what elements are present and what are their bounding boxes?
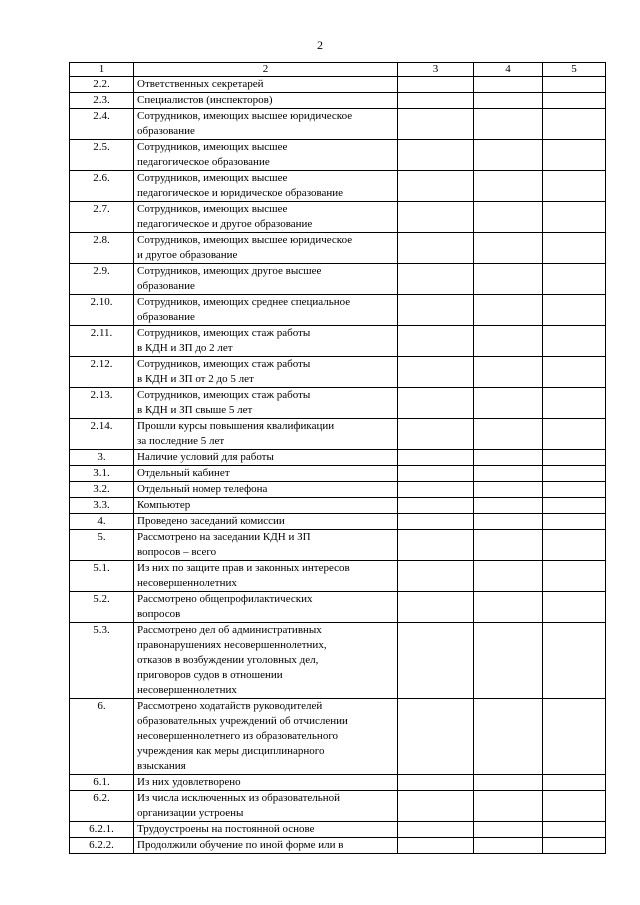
value-cell-col-3[interactable] [398, 822, 474, 838]
value-cell-col-5[interactable] [543, 450, 606, 466]
row-number: 2.12. [70, 357, 134, 388]
row-label: Отдельный номер телефона [134, 482, 398, 498]
value-cell-col-3[interactable] [398, 561, 474, 592]
value-cell-col-4[interactable] [474, 109, 543, 140]
row-label: Специалистов (инспекторов) [134, 93, 398, 109]
table-row [70, 140, 606, 171]
table-row [70, 295, 606, 326]
table-row [70, 419, 606, 450]
value-cell-col-3[interactable] [398, 264, 474, 295]
table-row [70, 498, 606, 514]
table-row [70, 388, 606, 419]
row-label: Сотрудников, имеющих другое высшее образование [134, 264, 398, 295]
value-cell-col-4[interactable] [474, 140, 543, 171]
value-cell-col-3[interactable] [398, 791, 474, 822]
value-cell-col-3[interactable] [398, 419, 474, 450]
table-row [70, 561, 606, 592]
value-cell-col-3[interactable] [398, 77, 474, 93]
header-cell-5: 5 [543, 63, 606, 77]
row-number: 6.2.2. [70, 838, 134, 854]
table-row [70, 326, 606, 357]
row-number: 6.2. [70, 791, 134, 822]
value-cell-col-4[interactable] [474, 450, 543, 466]
value-cell-col-5[interactable] [543, 791, 606, 822]
value-cell-col-5[interactable] [543, 561, 606, 592]
value-cell-col-5[interactable] [543, 171, 606, 202]
value-cell-col-5[interactable] [543, 775, 606, 791]
row-number: 5.1. [70, 561, 134, 592]
row-number: 5.3. [70, 623, 134, 699]
value-cell-col-3[interactable] [398, 109, 474, 140]
value-cell-col-5[interactable] [543, 592, 606, 623]
value-cell-col-4[interactable] [474, 202, 543, 233]
row-number: 2.6. [70, 171, 134, 202]
value-cell-col-5[interactable] [543, 326, 606, 357]
row-label: Проведено заседаний комиссии [134, 514, 398, 530]
row-label: Продолжили обучение по иной форме или в [134, 838, 398, 854]
value-cell-col-4[interactable] [474, 77, 543, 93]
header-row [70, 63, 606, 77]
table-row [70, 514, 606, 530]
value-cell-col-4[interactable] [474, 514, 543, 530]
row-number: 2.9. [70, 264, 134, 295]
value-cell-col-3[interactable] [398, 530, 474, 561]
value-cell-col-3[interactable] [398, 171, 474, 202]
value-cell-col-5[interactable] [543, 498, 606, 514]
value-cell-col-4[interactable] [474, 388, 543, 419]
value-cell-col-5[interactable] [543, 233, 606, 264]
row-number: 4. [70, 514, 134, 530]
row-label: Наличие условий для работы [134, 450, 398, 466]
row-label: Рассмотрено дел об административных правонарушениях несовершеннолетних, отказов в возбуждении уголовных дел, приговоров судов в отношении несовершеннолетних [134, 623, 398, 699]
row-label: Прошли курсы повышения квалификации за последние 5 лет [134, 419, 398, 450]
row-number: 6.2.1. [70, 822, 134, 838]
value-cell-col-5[interactable] [543, 109, 606, 140]
value-cell-col-5[interactable] [543, 388, 606, 419]
row-label: Сотрудников, имеющих высшее педагогическое образование [134, 140, 398, 171]
table-row [70, 530, 606, 561]
value-cell-col-5[interactable] [543, 264, 606, 295]
value-cell-col-3[interactable] [398, 514, 474, 530]
table-row [70, 264, 606, 295]
table-row [70, 109, 606, 140]
table-row [70, 775, 606, 791]
value-cell-col-5[interactable] [543, 419, 606, 450]
value-cell-col-4[interactable] [474, 791, 543, 822]
row-number: 5. [70, 530, 134, 561]
value-cell-col-4[interactable] [474, 482, 543, 498]
table-row [70, 838, 606, 854]
row-number: 2.13. [70, 388, 134, 419]
value-cell-col-3[interactable] [398, 838, 474, 854]
value-cell-col-3[interactable] [398, 775, 474, 791]
value-cell-col-5[interactable] [543, 838, 606, 854]
header-cell-2: 2 [134, 63, 398, 77]
table-row [70, 623, 606, 699]
row-label: Трудоустроены на постоянной основе [134, 822, 398, 838]
value-cell-col-3[interactable] [398, 93, 474, 109]
value-cell-col-3[interactable] [398, 592, 474, 623]
value-cell-col-3[interactable] [398, 498, 474, 514]
row-label: Сотрудников, имеющих высшее педагогическое и юридическое образование [134, 171, 398, 202]
value-cell-col-3[interactable] [398, 202, 474, 233]
report-table [69, 62, 606, 854]
value-cell-col-4[interactable] [474, 623, 543, 699]
value-cell-col-4[interactable] [474, 466, 543, 482]
value-cell-col-4[interactable] [474, 822, 543, 838]
table-row [70, 450, 606, 466]
row-number: 2.4. [70, 109, 134, 140]
header-cell-4: 4 [474, 63, 543, 77]
value-cell-col-4[interactable] [474, 326, 543, 357]
value-cell-col-4[interactable] [474, 530, 543, 561]
value-cell-col-4[interactable] [474, 419, 543, 450]
table-row [70, 822, 606, 838]
value-cell-col-5[interactable] [543, 466, 606, 482]
row-number: 2.10. [70, 295, 134, 326]
value-cell-col-3[interactable] [398, 482, 474, 498]
value-cell-col-5[interactable] [543, 699, 606, 775]
row-number: 2.8. [70, 233, 134, 264]
value-cell-col-4[interactable] [474, 592, 543, 623]
table-row [70, 202, 606, 233]
table-row [70, 592, 606, 623]
row-label: Сотрудников, имеющих высшее педагогическое и другое образование [134, 202, 398, 233]
value-cell-col-3[interactable] [398, 466, 474, 482]
page-number: 2 [317, 38, 323, 52]
row-number: 6. [70, 699, 134, 775]
row-number: 3.3. [70, 498, 134, 514]
value-cell-col-5[interactable] [543, 482, 606, 498]
row-number: 5.2. [70, 592, 134, 623]
value-cell-col-5[interactable] [543, 295, 606, 326]
row-label: Компьютер [134, 498, 398, 514]
value-cell-col-4[interactable] [474, 295, 543, 326]
row-label: Отдельный кабинет [134, 466, 398, 482]
header-cell-3: 3 [398, 63, 474, 77]
value-cell-col-3[interactable] [398, 357, 474, 388]
value-cell-col-5[interactable] [543, 514, 606, 530]
row-label: Ответственных секретарей [134, 77, 398, 93]
row-label: Сотрудников, имеющих высшее юридическое образование [134, 109, 398, 140]
row-number: 6.1. [70, 775, 134, 791]
value-cell-col-5[interactable] [543, 822, 606, 838]
value-cell-col-4[interactable] [474, 498, 543, 514]
table-row [70, 171, 606, 202]
row-number: 3.1. [70, 466, 134, 482]
value-cell-col-5[interactable] [543, 93, 606, 109]
value-cell-col-3[interactable] [398, 140, 474, 171]
row-label: Сотрудников, имеющих стаж работы в КДН и ЗП свыше 5 лет [134, 388, 398, 419]
value-cell-col-5[interactable] [543, 77, 606, 93]
row-number: 2.7. [70, 202, 134, 233]
row-label: Сотрудников, имеющих стаж работы в КДН и ЗП от 2 до 5 лет [134, 357, 398, 388]
row-number: 2.3. [70, 93, 134, 109]
row-label: Рассмотрено общепрофилактических вопросов [134, 592, 398, 623]
value-cell-col-4[interactable] [474, 838, 543, 854]
table-row [70, 482, 606, 498]
header-cell-1: 1 [70, 63, 134, 77]
row-label: Из них по защите прав и законных интересов несовершеннолетних [134, 561, 398, 592]
row-label: Из них удовлетворено [134, 775, 398, 791]
row-label: Из числа исключенных из образовательной организации устроены [134, 791, 398, 822]
table-row [70, 233, 606, 264]
value-cell-col-4[interactable] [474, 699, 543, 775]
value-cell-col-5[interactable] [543, 202, 606, 233]
row-label: Рассмотрено ходатайств руководителей образовательных учреждений об отчислении несовершеннолетнего из образовательного учреждения как меры дисциплинарного взыскания [134, 699, 398, 775]
value-cell-col-3[interactable] [398, 388, 474, 419]
value-cell-col-4[interactable] [474, 171, 543, 202]
table-row [70, 791, 606, 822]
row-label: Сотрудников, имеющих среднее специальное образование [134, 295, 398, 326]
value-cell-col-3[interactable] [398, 295, 474, 326]
row-label: Сотрудников, имеющих стаж работы в КДН и ЗП до 2 лет [134, 326, 398, 357]
value-cell-col-3[interactable] [398, 450, 474, 466]
value-cell-col-4[interactable] [474, 264, 543, 295]
table-row [70, 357, 606, 388]
value-cell-col-5[interactable] [543, 623, 606, 699]
table-row [70, 77, 606, 93]
value-cell-col-4[interactable] [474, 93, 543, 109]
row-number: 2.5. [70, 140, 134, 171]
row-number: 2.14. [70, 419, 134, 450]
value-cell-col-3[interactable] [398, 623, 474, 699]
table-row [70, 699, 606, 775]
value-cell-col-4[interactable] [474, 357, 543, 388]
row-label: Рассмотрено на заседании КДН и ЗП вопросов – всего [134, 530, 398, 561]
table-row [70, 93, 606, 109]
value-cell-col-4[interactable] [474, 233, 543, 264]
row-number: 3. [70, 450, 134, 466]
row-label: Сотрудников, имеющих высшее юридическое и другое образование [134, 233, 398, 264]
table-row [70, 466, 606, 482]
value-cell-col-3[interactable] [398, 233, 474, 264]
row-number: 2.11. [70, 326, 134, 357]
value-cell-col-3[interactable] [398, 699, 474, 775]
value-cell-col-5[interactable] [543, 530, 606, 561]
value-cell-col-5[interactable] [543, 140, 606, 171]
value-cell-col-4[interactable] [474, 775, 543, 791]
value-cell-col-4[interactable] [474, 561, 543, 592]
value-cell-col-3[interactable] [398, 326, 474, 357]
value-cell-col-5[interactable] [543, 357, 606, 388]
row-number: 2.2. [70, 77, 134, 93]
row-number: 3.2. [70, 482, 134, 498]
